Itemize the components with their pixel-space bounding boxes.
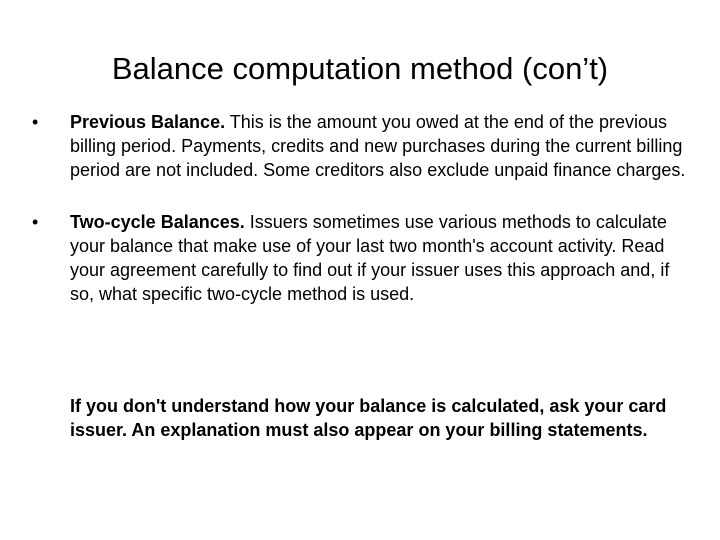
bullet-dot-icon: • [32,112,39,132]
bullet-term: Previous Balance. [70,112,226,132]
slide-title: Balance computation method (con’t) [111,51,609,86]
closing-note: If you don't understand how your balance is calculated, ask your card issuer. An explanation must also appear on your billing statements. [70,396,667,440]
bullet-list [28,110,688,306]
bullet-dot-icon: • [32,212,39,232]
bullet-text: This is the amount you owed at the end of the previous billing period. Payments, credits and new purchases during the current billing period are not included. Some creditors also exclude unpaid finance charges. [70,112,686,180]
bullet-term: Two-cycle Balances. [70,212,245,232]
bullet-item-two-cycle-balances [28,210,688,306]
bullet-text: Issuers sometimes use various methods to calculate your balance that make use of your last two month's account activity. Read your agreement carefully to find out if your issuer uses this approach and, if so, what specific two-cycle method is used. [70,212,670,304]
bullet-item-previous-balance [28,110,688,182]
